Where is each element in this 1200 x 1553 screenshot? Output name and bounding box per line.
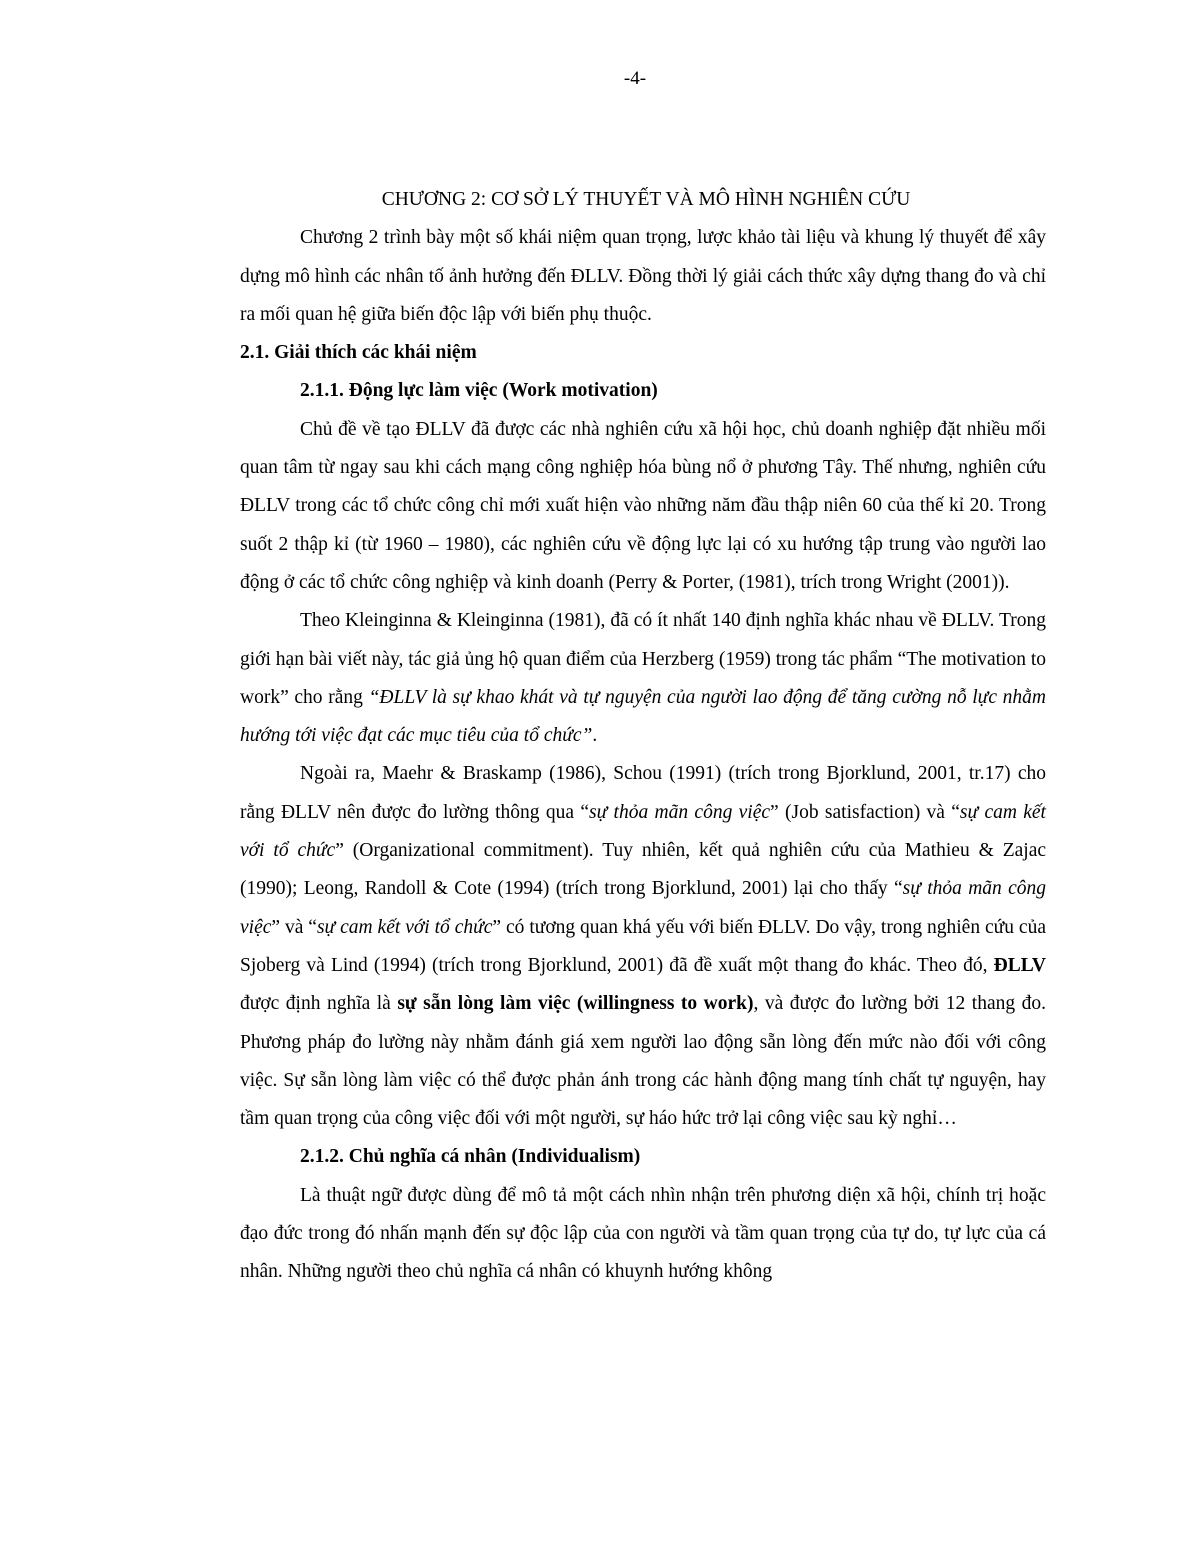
term-org-commitment: sự cam kết với tổ chức	[240, 801, 1046, 862]
term-dllv-bold: ĐLLV	[993, 954, 1046, 976]
paragraph-motivation-measurement	[240, 755, 1046, 1138]
chapter-title: CHƯƠNG 2: CƠ SỞ LÝ THUYẾT VÀ MÔ HÌNH NGHIÊN CỨU	[381, 189, 911, 210]
intro-paragraph: Chương 2 trình bày một số khái niệm quan trọng, lược khảo tài liệu và khung lý thuyết để xây dựng mô hình các nhân tố ảnh hưởng đến ĐLLV. Đồng thời lý giải cách thức xây dựng thang đo và chỉ ra mối quan hệ giữa biến độc lập với biến phụ thuộc.	[240, 227, 1046, 325]
page-number: -4-	[623, 68, 647, 89]
para3-text-f: được định nghĩa là	[240, 993, 398, 1015]
section-heading-2-1: 2.1. Giải thích các khái niệm	[240, 342, 477, 364]
para3-text-c: ” (Organizational commitment). Tuy nhiên, kết quả nghiên cứu của Mathieu & Zajac (1990); Leong, Randoll & Cote (1994) (trích trong Bjorklund, 2001) lại cho thấy “	[240, 840, 1047, 900]
para3-text-a: Ngoài ra, Maehr & Braskamp (1986), Schou (1991) (trích trong Bjorklund, 2001, tr.17) cho rằng ĐLLV nên được đo lường thông qua “	[240, 763, 1046, 823]
term-job-satisfaction-2: sự thỏa mãn công việc	[240, 878, 1047, 938]
section-heading-2-1-1: 2.1.1. Động lực làm việc (Work motivation)	[300, 380, 658, 402]
para2-end: .	[592, 725, 598, 747]
paragraph-individualism: Là thuật ngữ được dùng để mô tả một cách nhìn nhận trên phương diện xã hội, chính trị hoặc đạo đức trong đó nhấn mạnh đến sự độc lập của con người và tầm quan trọng của tự do, tự lực của cá nhân. Những người theo chủ nghĩa cá nhân có khuynh hướng không	[240, 1184, 1046, 1283]
paragraph-motivation-definition	[240, 602, 1046, 755]
term-willingness-bold: sự sẵn lòng làm việc (willingness to work)	[397, 993, 754, 1015]
paragraph-motivation-history: Chủ đề về tạo ĐLLV đã được các nhà nghiên cứu xã hội học, chủ doanh nghiệp đặt nhiều mối quan tâm từ ngay sau khi cách mạng công nghiệp hóa bùng nổ ở phương Tây. Thế nhưng, nghiên cứu ĐLLV trong các tổ chức công chỉ mới xuất hiện vào những năm đầu thập niên 60 của thế kỉ 20. Trong suốt 2 thập kỉ (từ 1960 – 1980), các nghiên cứu về động lực lại có xu hướng tập trung vào người lao động ở các tổ chức công nghiệp và kinh doanh (Perry & Porter, (1981), trích trong Wright (2001)).	[240, 418, 1046, 593]
herzberg-quote: “ĐLLV là sự khao khát và tự nguyện của người lao động để tăng cường nỗ lực nhằm hướng tới việc đạt các mục tiêu của tổ chức”	[240, 686, 1046, 747]
para3-text-g: , và được đo lường bởi 12 thang đo. Phương pháp đo lường này nhằm đánh giá xem người lao động sẵn lòng đến mức nào đối với công việc. Sự sẵn lòng làm việc có thể được phản ánh trong các hành động mang tính chất tự nguyện, hay tầm quan trọng của công việc đối với một người, sự háo hức trở lại công việc sau kỳ nghỉ…	[240, 993, 1046, 1130]
section-heading-2-1-2: 2.1.2. Chủ nghĩa cá nhân (Individualism)	[300, 1146, 641, 1168]
para2-text: Theo Kleinginna & Kleinginna (1981), đã có ít nhất 140 định nghĩa khác nhau về ĐLLV. Trong giới hạn bài viết này, tác giả ủng hộ quan điểm của Herzberg (1959) trong tác phẩm “The motivation to work” cho rằng	[240, 610, 1046, 708]
para3-text-d: ” và “	[271, 916, 317, 938]
para3-text-b: ” (Job satisfaction) và “	[770, 801, 960, 823]
para3-text-e: ” có tương quan khá yếu với biến ĐLLV. Do vậy, trong nghiên cứu của Sjoberg và Lind (1994) (trích trong Bjorklund, 2001) đã đề xuất một thang đo khác. Theo đó,	[240, 916, 1046, 976]
term-org-commitment-2: sự cam kết với tổ chức	[316, 916, 493, 938]
document-body	[240, 181, 1046, 1292]
term-job-satisfaction: sự thỏa mãn công việc	[589, 801, 771, 823]
